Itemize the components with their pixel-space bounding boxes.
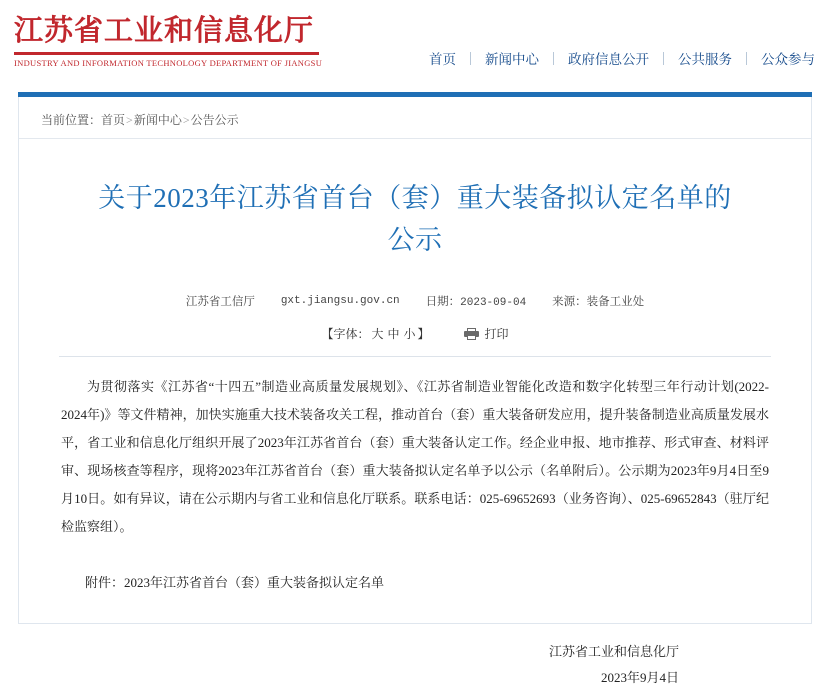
content-panel [18,97,812,685]
print-button[interactable] [464,325,509,342]
nav-item-gov-info[interactable]: 政府信息公开 [568,52,649,67]
main-nav [415,48,829,68]
font-size-close: 】 [417,327,430,341]
breadcrumb-item-home[interactable]: 首页 [101,113,126,127]
meta-date-label: 日期： [425,296,461,308]
article-paragraph: 为贯彻落实《江苏省“十四五”制造业高质量发展规划》、《江苏省制造业智能化改造和数字化转型三年行动计划(2022-2024年)》等文件精神，加快实施重大技术装备攻关工程，推动首台（套）重大装备研发应用，提升装备制造业高质量发展水平，省工业和信息化厅组织开展了2023年江苏省首台（套）重大装备认定工作。经企业申报、地市推荐、形式审查、材料评审、现场核查等程序，现将2023年江苏省首台（套）重大装备拟认定名单予以公示（名单附后）。公示期为2023年9月4日至9月10日。如有异议，请在公示期内与省工业和信息化厅联系。联系电话：025-69652693（业务咨询）、025-69652843（驻厅纪检监察组）。 [61,379,769,534]
article-tools [59,309,771,342]
article-signature [59,597,771,691]
site-logo[interactable] [0,0,330,68]
signature-org: 江苏省工业和信息化厅 [548,644,679,659]
meta-date-value: 2023-09-04 [460,297,527,309]
nav-item-public-service[interactable]: 公共服务 [678,52,732,67]
article-container [19,139,811,691]
font-size-medium[interactable]: 中 [387,327,400,341]
meta-source-label: 来源： [552,296,587,308]
nav-item-participation[interactable]: 公众参与 [761,52,815,67]
logo-title: 江苏省工业和信息化厅 [14,15,315,47]
article-attachment[interactable]: 附件：2023年江苏省首台（套）重大装备拟认定名单 [85,575,385,590]
breadcrumb-item-notice[interactable]: 公告公示 [190,113,239,127]
breadcrumb-prefix: 当前位置： [41,113,102,127]
meta-domain: gxt.jiangsu.gov.cn [280,295,400,307]
nav-item-news[interactable]: 新闻中心 [485,52,539,67]
meta-source-group [552,293,644,309]
site-header [0,0,830,92]
font-size-control [321,325,429,342]
breadcrumb-separator: > [182,113,190,127]
logo-subtitle: INDUSTRY AND INFORMATION TECHNOLOGY DEPARTMENT OF JIANGSU [14,58,323,68]
nav-item-home[interactable]: 首页 [429,52,456,67]
font-size-small[interactable]: 小 [403,327,416,341]
printer-icon [464,328,479,340]
meta-source-org: 江苏省工信厅 [185,296,255,308]
font-size-label: 【字体： [321,327,370,341]
breadcrumb-separator: > [126,113,133,127]
font-size-large[interactable]: 大 [371,327,384,341]
print-label: 打印 [484,327,509,341]
meta-date-group [426,293,527,309]
logo-divider [14,52,319,55]
page-title: 关于2023年江苏省首台（套）重大装备拟认定名单的公示 [98,183,732,255]
breadcrumb [19,97,811,139]
article-body [59,357,771,541]
meta-source-value: 装备工业处 [586,296,645,308]
signature-date: 2023年9月4日 [600,670,679,685]
breadcrumb-item-news[interactable]: 新闻中心 [133,113,182,127]
article-meta [59,265,771,309]
